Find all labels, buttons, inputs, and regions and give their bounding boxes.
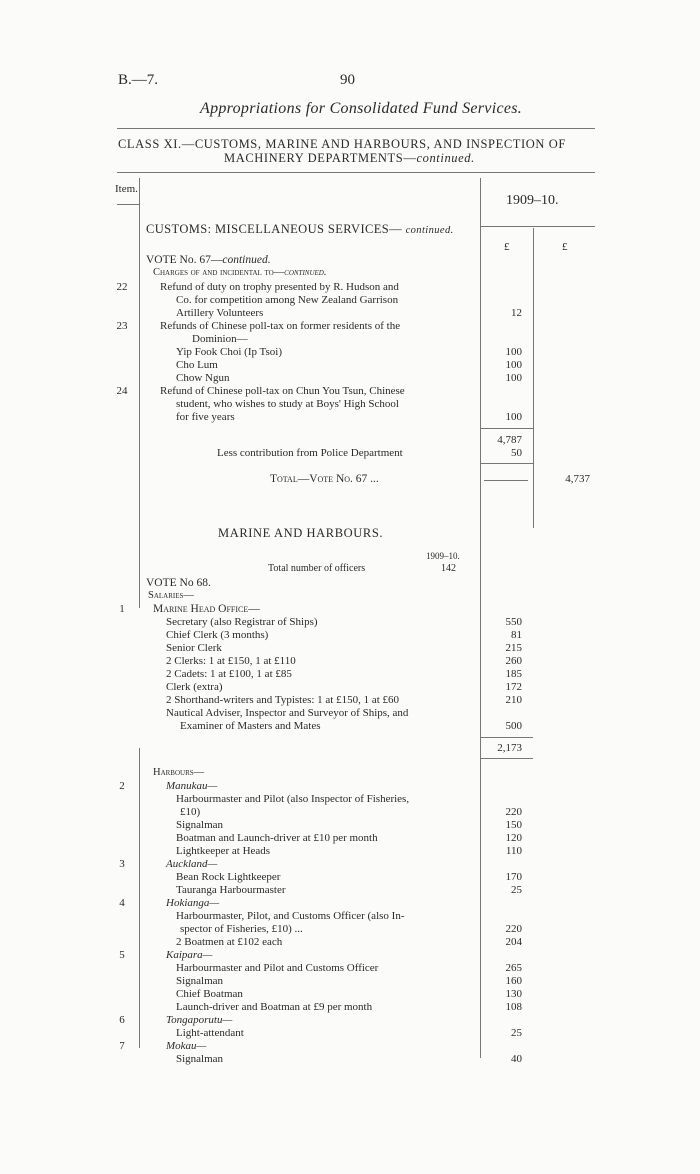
charges-text: Charges of and incidental to—: [153, 267, 285, 278]
port-name: Auckland—: [166, 858, 218, 870]
item-number: 22: [116, 281, 128, 293]
port-entry: Light-attendant: [176, 1027, 244, 1039]
head-office-item: Senior Clerk: [166, 642, 222, 654]
head-office-rule: [480, 737, 533, 738]
port-entry: Tauranga Harbourmaster: [176, 884, 286, 896]
amount: 100: [505, 372, 522, 384]
head-office-item: Secretary (also Registrar of Ships): [166, 616, 318, 628]
amount: 170: [505, 871, 522, 883]
port-name: Tongaporutu—: [166, 1014, 233, 1026]
year-header-rule: [480, 226, 595, 227]
item-line: Chow Ngun: [176, 372, 230, 384]
item-number: 7: [119, 1040, 125, 1052]
less-contribution-amount: 50: [511, 447, 522, 459]
amount: 108: [505, 1001, 522, 1013]
class-heading-line2: [224, 151, 475, 166]
port-entry: Signalman: [176, 1053, 224, 1065]
port-entry: Chief Boatman: [176, 988, 243, 1000]
charges-continued: continued.: [284, 267, 327, 278]
port-entry: Harbourmaster, Pilot, and Customs Officer (also In-: [176, 910, 405, 922]
vote-67-continued: continued.: [222, 254, 271, 266]
port-entry: Bean Rock Lightkeeper: [176, 871, 281, 883]
class-heading-text: MACHINERY DEPARTMENTS—: [224, 151, 417, 165]
port-entry: 2 Boatmen at £102 each: [176, 936, 283, 948]
item-column-divider-lower: [139, 748, 140, 1048]
customs-heading-continued: continued.: [405, 225, 454, 236]
item-number: 1: [119, 603, 125, 615]
amount: 25: [511, 884, 522, 896]
amount: 150: [505, 819, 522, 831]
amount: 210: [505, 694, 522, 706]
port-entry: £10): [180, 806, 201, 818]
rule-below-class: [117, 172, 595, 173]
item-line: Cho Lum: [176, 359, 218, 371]
officers-year: 1909–10.: [426, 551, 460, 561]
amount: 25: [511, 1027, 522, 1039]
page-number: 90: [340, 72, 355, 88]
amount-column-divider: [480, 178, 481, 1058]
item-line: Dominion—: [192, 333, 248, 345]
head-office-item: Chief Clerk (3 months): [166, 629, 269, 641]
charges-heading: [153, 267, 326, 278]
vote-67-total-label: Total—Vote No. 67 ...: [270, 473, 379, 485]
head-office-item: 2 Shorthand-writers and Typistes: 1 at £150, 1 at £60: [166, 694, 400, 706]
port-entry: Signalman: [176, 975, 224, 987]
class-heading-continued: continued.: [416, 151, 475, 165]
head-office-item: 2 Clerks: 1 at £150, 1 at £110: [166, 655, 296, 667]
port-entry: Boatman and Launch-driver at £10 per month: [176, 832, 378, 844]
item-number: 5: [119, 949, 125, 961]
rule-top: [117, 128, 595, 129]
port-entry: Lightkeeper at Heads: [176, 845, 271, 857]
item-number: 6: [119, 1014, 125, 1026]
total-column-divider: [533, 228, 534, 528]
item-line: Co. for competition among New Zealand Garrison: [176, 294, 399, 306]
item-line: Refund of Chinese poll-tax on Chun You Tsun, Chinese: [160, 385, 405, 397]
class-heading-line1: CLASS XI.—CUSTOMS, MARINE AND HARBOURS, AND INSPECTION OF: [118, 137, 566, 151]
item-number: 4: [119, 897, 125, 909]
total-dash: [484, 480, 528, 481]
item-number: 3: [119, 858, 125, 870]
subtotal-rule: [480, 428, 533, 429]
item-column-header: Item.: [115, 183, 138, 195]
item-line: Refunds of Chinese poll-tax on former residents of the: [160, 320, 401, 332]
amount: 81: [511, 629, 522, 641]
amount: 220: [505, 806, 522, 818]
head-office-item: Clerk (extra): [166, 681, 223, 693]
port-name: Mokau—: [166, 1040, 207, 1052]
head-office-item: Examiner of Masters and Mates: [180, 720, 321, 732]
officers-count: 142: [441, 563, 456, 574]
customs-heading-text: CUSTOMS: MISCELLANEOUS SERVICES—: [146, 222, 403, 236]
vote-67-heading: [146, 254, 271, 266]
item-line: for five years: [176, 411, 235, 423]
amount: 260: [505, 655, 522, 667]
item-column-divider-upper: [139, 178, 140, 608]
item-number: 24: [116, 385, 128, 397]
vote-68-heading: VOTE No 68.: [146, 577, 211, 589]
vote-67-total-amount: 4,737: [565, 473, 590, 485]
amount: 12: [511, 307, 522, 319]
amount: 172: [505, 681, 522, 693]
amount: 220: [505, 923, 522, 935]
harbours-heading: Harbours—: [153, 767, 205, 778]
amount: 215: [505, 642, 522, 654]
port-entry: Signalman: [176, 819, 224, 831]
amount: 265: [505, 962, 522, 974]
item-line: Refund of duty on trophy presented by R. Hudson and: [160, 281, 399, 293]
amount: 100: [505, 359, 522, 371]
item-line: Yip Fook Choi (Ip Tsoi): [176, 346, 282, 358]
port-entry: spector of Fisheries, £10) ...: [180, 923, 303, 935]
amount: 100: [505, 411, 522, 423]
head-office-total: 2,173: [497, 742, 522, 754]
vote-67-text: VOTE No. 67—: [146, 254, 223, 266]
amount: 130: [505, 988, 522, 1000]
head-office-heading: Marine Head Office—: [153, 603, 260, 615]
year-header: 1909–10.: [506, 193, 559, 208]
amount: 100: [505, 346, 522, 358]
amount: 40: [511, 1053, 522, 1065]
amount: 120: [505, 832, 522, 844]
item-line: student, who wishes to study at Boys' High School: [176, 398, 399, 410]
port-entry: Launch-driver and Boatman at £9 per month: [176, 1001, 373, 1013]
head-office-rule-bottom: [480, 758, 533, 759]
officers-label: Total number of officers: [268, 563, 366, 574]
amount: 500: [505, 720, 522, 732]
salaries-heading: Salaries—: [148, 590, 194, 601]
customs-subtotal: 4,787: [497, 434, 522, 446]
port-name: Kaipara—: [166, 949, 213, 961]
port-name: Manukau—: [166, 780, 218, 792]
unit-col2: £: [562, 241, 568, 253]
port-entry: Harbourmaster and Pilot (also Inspector of Fisheries,: [176, 793, 410, 805]
less-rule: [480, 463, 533, 464]
less-contribution-label: Less contribution from Police Department: [217, 447, 403, 459]
amount: 550: [505, 616, 522, 628]
customs-heading: [146, 222, 454, 237]
head-office-item: 2 Cadets: 1 at £100, 1 at £85: [166, 668, 292, 680]
amount: 185: [505, 668, 522, 680]
amount: 110: [505, 845, 522, 857]
item-number: 23: [116, 320, 128, 332]
amount: 160: [505, 975, 522, 987]
amount: 204: [505, 936, 522, 948]
marine-heading: MARINE AND HARBOURS.: [218, 526, 384, 540]
item-header-rule: [117, 204, 139, 205]
head-office-item: Nautical Adviser, Inspector and Surveyor of Ships, and: [166, 707, 409, 719]
item-line: Artillery Volunteers: [176, 307, 264, 319]
page-title: Appropriations for Consolidated Fund Services.: [200, 100, 523, 117]
unit-col1: £: [504, 241, 510, 253]
page-reference: B.—7.: [118, 72, 159, 88]
item-number: 2: [119, 780, 125, 792]
port-entry: Harbourmaster and Pilot and Customs Officer: [176, 962, 379, 974]
port-name: Hokianga—: [166, 897, 220, 909]
